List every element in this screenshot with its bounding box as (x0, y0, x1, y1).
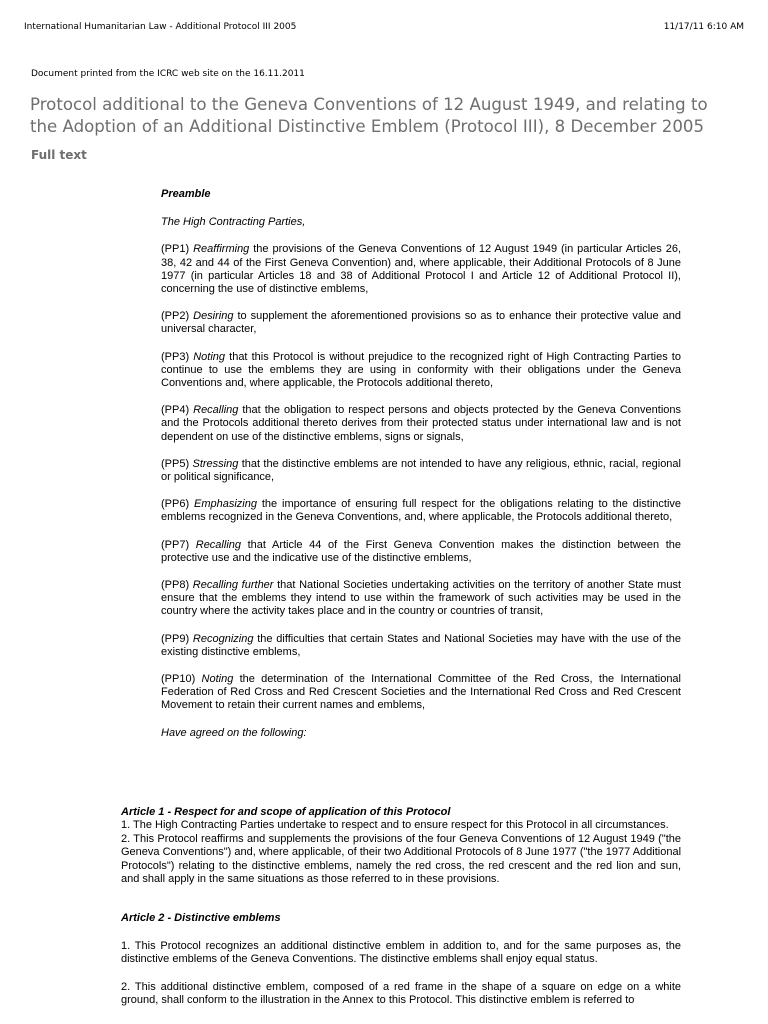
preamble-section (161, 188, 681, 754)
preamble-paragraph: (PP10) Noting the determination of the International Committee of the Red Cross, the International Federation of Red Cross and Red Crescent Societies and the International Red Cross and Red Crescent Movement to retain their current names and emblems, (161, 673, 681, 712)
preamble-intro: The High Contracting Parties, (161, 216, 306, 229)
print-header-timestamp: 11/17/11 6:10 AM (663, 22, 744, 32)
preamble-closing: Have agreed on the following: (161, 726, 307, 739)
preamble-paragraph: (PP1) Reaffirming the provisions of the Geneva Conventions of 12 August 1949 (in particular Articles 26, 38, 42 and 44 of the First Geneva Convention) and, where applicable, their Additional Protocols of 8 June 1977 (in particular Articles 18 and 38 of Additional Protocol I and Article 12 of Additional Protocol II), concerning the use of distinctive emblems, (161, 243, 681, 296)
preamble-paragraph: (PP2) Desiring to supplement the aforementioned provisions so as to enhance their protective value and universal character, (161, 310, 682, 336)
preamble-paragraph: (PP7) Recalling that Article 44 of the First Geneva Convention makes the distinction between the protective use and the indicative use of the distinctive emblems, (161, 538, 682, 564)
preamble-paragraph: (PP6) Emphasizing the importance of ensuring full respect for the obligations relating to the distinctive emblems recognized in the Geneva Conventions, and, where applicable, the Protocols additional thereto, (161, 498, 682, 524)
article-1-title: Article 1 - Respect for and scope of application of this Protocol (121, 806, 451, 818)
article-2-paragraph-1: 1. This Protocol recognizes an additional distinctive emblem in addition to, and for the same purposes as, the distinctive emblems of the Geneva Conventions. The distinctive emblems shall enjoy equal status. (121, 939, 681, 966)
preamble-paragraph: (PP8) Recalling further that National Societies undertaking activities on the territory of another State must ensure that the emblems they intend to use within the framework of such activities may be used in the country where the activity takes place and in the country or countries of transit, (161, 579, 682, 618)
document-subtitle: Full text (31, 148, 87, 162)
preamble-paragraph: (PP9) Recognizing the difficulties that certain States and National Societies may have with the use of the existing distinctive emblems, (161, 632, 681, 658)
article-2-paragraph-2: 2. This additional distinctive emblem, composed of a red frame in the shape of a square on edge on a white ground, shall conform to the illustration in the Annex to this Protocol. This distinctive emblem is referred to (121, 980, 681, 1007)
article-1-paragraph-1: 1. The High Contracting Parties undertake to respect and to ensure respect for this Protocol in all circumstances. (121, 819, 669, 832)
printed-note: Document printed from the ICRC web site on the 16.11.2011 (31, 69, 305, 79)
preamble-paragraph: (PP4) Recalling that the obligation to respect persons and objects protected by the Geneva Conventions and the Protocols additional thereto derives from their protected status under international law and is not dependent on use of the distinctive emblems, signs or signals, (161, 404, 682, 443)
print-header (24, 22, 744, 32)
document-title: Protocol additional to the Geneva Conventions of 12 August 1949, and relating to the Adoption of an Additional Distinctive Emblem (Protocol III), 8 December 2005 (30, 95, 708, 136)
article-1-paragraph-2: 2. This Protocol reaffirms and supplements the provisions of the four Geneva Conventions of 12 August 1949 ("the Geneva Conventions") and, where applicable, of their two Additional Protocols of 8 June 1977 ("the 1977 Additional Protocols") relating to the distinctive emblems, namely the red cross, the red crescent and the red lion and sun, and shall apply in the same situations as those referred to in these provisions. (121, 832, 682, 886)
preamble-heading: Preamble (161, 188, 211, 200)
article-2-title: Article 2 - Distinctive emblems (121, 912, 281, 925)
print-header-title: International Humanitarian Law - Additional Protocol III 2005 (24, 22, 297, 32)
articles-section (121, 806, 681, 1007)
preamble-paragraph: (PP3) Noting that this Protocol is without prejudice to the recognized right of High Contracting Parties to continue to use the emblems they are using in conformity with their obligations under the Geneva Conventions and, where applicable, the Protocols additional thereto, (161, 350, 681, 390)
preamble-paragraph: (PP5) Stressing that the distinctive emblems are not intended to have any religious, ethnic, racial, regional or political significance, (161, 457, 681, 484)
